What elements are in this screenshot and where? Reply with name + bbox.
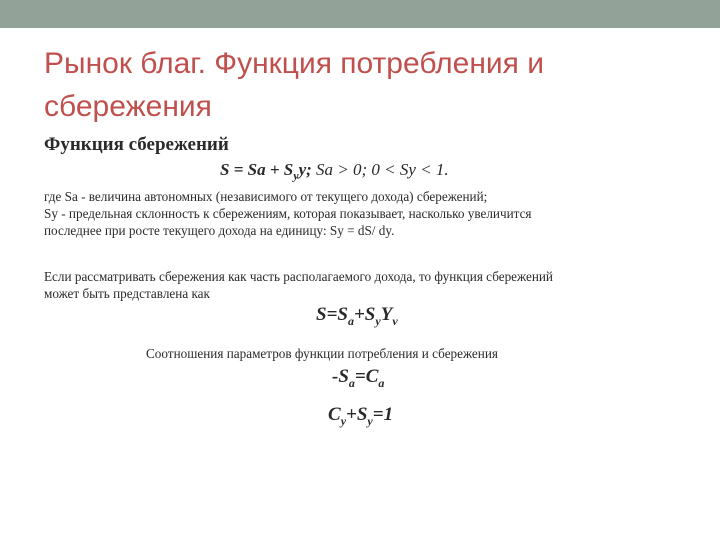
formula-conditions: Sa > 0; 0 < Sy < 1. <box>311 160 449 179</box>
savings-formula-disposable <box>316 304 398 329</box>
formula-part: -S <box>332 366 349 387</box>
autonomous-relation-formula <box>332 366 384 391</box>
formula-part: +S <box>353 304 376 325</box>
paragraph-line: может быть представлена как <box>44 286 210 301</box>
formula-part: C <box>328 404 341 425</box>
definitions-paragraph <box>44 188 676 239</box>
top-accent-bar <box>0 0 720 28</box>
slide-title <box>44 42 684 128</box>
formula-sub: y <box>340 413 347 428</box>
slide-title-line-2: сбережения <box>44 90 212 123</box>
formula-mid: y; <box>298 160 312 179</box>
definition-line: где Sa - величина автономных (независимого от текущего дохода) сбережений; <box>44 189 488 204</box>
slide-title-line-1: Рынок благ. Функция потребления и <box>44 47 545 80</box>
formula-main: S = Sa + S <box>220 160 294 179</box>
formula-sub: v <box>392 313 398 328</box>
disposable-income-paragraph <box>44 268 676 302</box>
section-heading: Функция сбережений <box>44 134 229 155</box>
formula-part: +S <box>346 404 368 425</box>
definition-line: последнее при росте текущего дохода на единицу: Sy = dS/ dy. <box>44 223 395 238</box>
formula-sub: y <box>293 168 299 183</box>
formula-sub: a <box>378 375 385 390</box>
formula-sub: a <box>348 375 355 390</box>
formula-sub: y <box>375 313 381 328</box>
marginal-relation-formula <box>328 404 393 429</box>
formula-part: =1 <box>372 404 394 425</box>
formula-sub: y <box>367 413 373 428</box>
relations-caption: Соотношения параметров функции потребления и сбережения <box>146 346 498 361</box>
definition-line: Sy - предельная склонность к сбережениям, которая показывает, насколько увеличится <box>44 206 532 221</box>
formula-part: Y <box>380 304 393 325</box>
formula-sub: a <box>347 313 354 328</box>
paragraph-line: Если рассматривать сбережения как часть располагаемого дохода, то функция сбережений <box>44 269 553 284</box>
formula-part: =C <box>354 366 379 387</box>
savings-function-formula <box>220 160 449 183</box>
formula-part: S=S <box>316 304 348 325</box>
